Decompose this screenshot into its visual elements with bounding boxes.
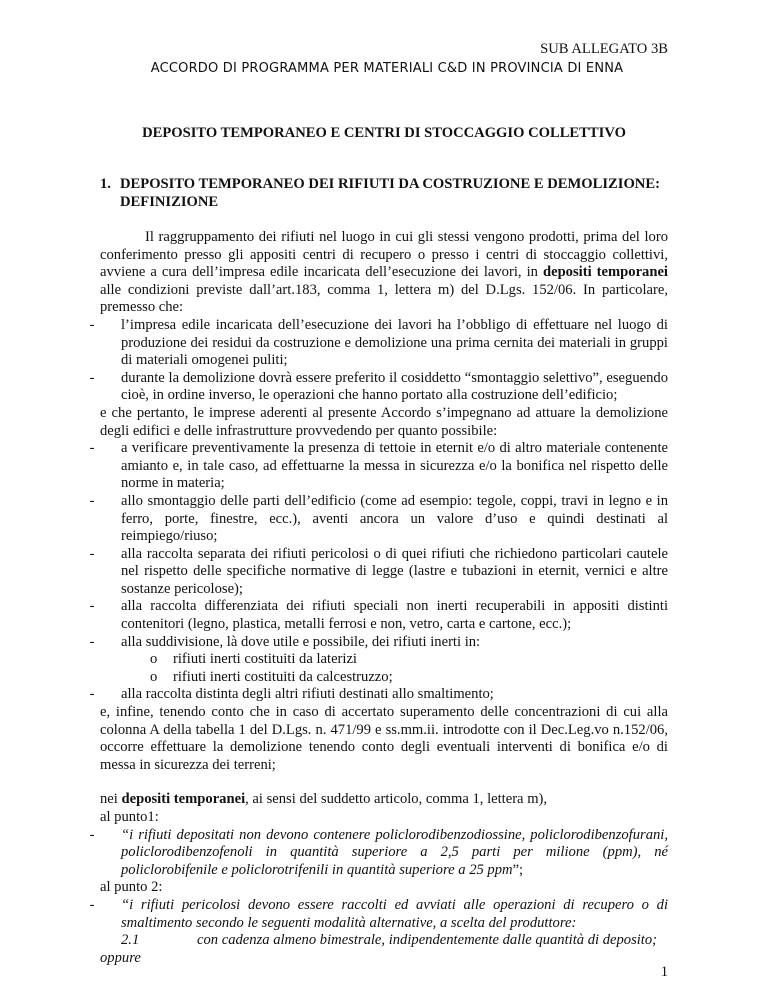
para1-text-end: alle condizioni previste dall’art.183, comma 1, lettera m) del D.Lgs. 152/06. In particolare, premesso che:: [100, 281, 668, 316]
list-item: [89, 633, 668, 652]
list-item-text: durante la demolizione dovrà essere preferito il cosiddetto “smontaggio selettivo”, eseguendo cioè, in ordine inverso, le operazioni che hanno portato alla costruzione dell’edificio;: [121, 369, 668, 404]
list-item: [89, 896, 668, 932]
oppure-label: [100, 950, 668, 968]
punto1-close: ”;: [512, 861, 524, 878]
dash-marker: -: [89, 826, 95, 843]
para1-text: Il raggruppamento dei rifiuti nel luogo in cui gli stessi vengono prodotti, prima del loro conferimento presso gli appositi centri di recupero o presso i centri di stoccaggio collettivi, avviene a cura dell’impresa edile incaricata dell’esecuzione dei lavori, in: [100, 229, 668, 281]
list-item: [89, 598, 668, 633]
sub-list-item-text: rifiuti inerti costituiti da laterizi: [173, 651, 357, 668]
sub-list-item-text: rifiuti inerti costituiti da calcestruzzo;: [173, 668, 393, 685]
bullet-marker: o: [150, 668, 158, 685]
paragraph-intro: [100, 229, 668, 317]
oppure-text: oppure: [100, 949, 141, 966]
dash-marker: -: [89, 633, 95, 650]
bullet-marker: o: [150, 651, 158, 668]
paragraph-bonifica: e, infine, tenendo conto che in caso di accertato superamento delle concentrazioni di cui alla colonna A della tabella 1 del D.Lgs. n. 471/99 e ss.mm.ii. introdotte con il Dec.Leg.vo n.152/06, occorre effettuare la demolizione tenendo conto degli eventuali interventi di bonifica e/o di messa in sicurezza dei terreni;: [100, 704, 668, 773]
list-item-text: a verificare preventivamente la presenza di tettoie in eternit e/o di altro materiale contenente amianto e, in tale caso, ad effettuarne la messa in sicurezza e/o la bonifica nel rispetto delle norme in materia;: [121, 440, 668, 492]
para4-prefix: nei: [100, 791, 122, 808]
dash-marker: -: [89, 316, 95, 333]
list-item: [89, 316, 668, 370]
numbered-item: [100, 932, 668, 950]
page-number: 1: [660, 964, 668, 980]
accordo-header: ACCORDO DI PROGRAMMA PER MATERIALI C&D IN PROVINCIA DI ENNA: [150, 61, 624, 76]
punto1-label: al punto1:: [100, 809, 159, 825]
punto1-quote: “i rifiuti depositati non devono contenere policlorodibenzodiossine, policlorodibenzofurani, policlorodibenzofenoli in quantità superiore a 2,5 parti per milione (ppm), né policlorobifenile e policlorotrifenili in quantità superiore a 25 ppm: [121, 826, 668, 878]
sub-list-item: [100, 651, 668, 669]
dash-marker: -: [89, 686, 95, 703]
spacer: [100, 774, 668, 791]
paragraph-depositi: [100, 791, 668, 809]
para4-suffix: , ai sensi del suddetto articolo, comma 1, lettera m),: [245, 791, 548, 808]
dash-marker: -: [89, 896, 95, 913]
dash-marker: -: [89, 545, 95, 562]
document-body: [89, 229, 668, 967]
list-item: [89, 492, 668, 546]
list-item: [89, 369, 668, 405]
list-item-text: alla raccolta differenziata dei rifiuti speciali non inerti recuperabili in appositi distinti contenitori (legno, plastica, metalli ferrosi e non, vetro, carta e cartone, ecc.);: [121, 598, 668, 633]
para4-bold: depositi temporanei: [121, 791, 246, 808]
list-item-text: alla suddivisione, là dove utile e possibile, dei rifiuti inerti in:: [121, 633, 481, 650]
list-item-text: allo smontaggio delle parti dell’edificio (come ad esempio: tegole, coppi, travi in legno e in ferro, porte, finestre, ecc.), aventi ancora un valore d’uso e quindi destinati al reimpiego/riuso;: [121, 492, 668, 545]
numbered-item-text: con cadenza almeno bimestrale, indipendentemente dalle quantità di deposito;: [197, 932, 658, 949]
document-title: DEPOSITO TEMPORANEO E CENTRI DI STOCCAGGIO COLLETTIVO: [142, 125, 626, 141]
list-item: [89, 826, 668, 880]
section-number: 1.: [100, 176, 111, 192]
punto2-quote: “i rifiuti pericolosi devono essere raccolti ed avviati alle operazioni di recupero o di smaltimento secondo le seguenti modalità alternative, a scelta del produttore:: [121, 896, 668, 931]
dash-marker: -: [89, 598, 95, 615]
numbered-item-number: 2.1: [121, 932, 140, 949]
section-heading: [100, 176, 668, 211]
list-item-text: alla raccolta distinta degli altri rifiuti destinati allo smaltimento;: [121, 686, 494, 703]
list-item: [89, 545, 668, 599]
section-heading-line1: DEPOSITO TEMPORANEO DEI RIFIUTI DA COSTRUZIONE E DEMOLIZIONE:: [120, 176, 660, 192]
list-item-text: l’impresa edile incaricata dell’esecuzione dei lavori ha l’obbligo di effettuare nel luogo di produzione dei residui da costruzione e demolizione una prima cernita dei materiali in gruppi di materiali omogenei puliti;: [121, 316, 668, 369]
punto2-label: al punto 2:: [100, 879, 163, 896]
sub-list-item: [100, 669, 668, 687]
dash-marker: -: [89, 440, 95, 457]
sub-allegato-label: SUB ALLEGATO 3B: [540, 41, 668, 57]
dash-marker: -: [89, 369, 95, 386]
list-item: [89, 686, 668, 704]
list-item: [89, 440, 668, 493]
section-heading-line2: DEFINIZIONE: [120, 193, 219, 210]
list-item-text: alla raccolta separata dei rifiuti pericolosi o di quei rifiuti che richiedono particolari cautele nel rispetto delle specifiche normative di legge (lastre e tubazioni in eternit, vernici e altre sostanze pericolose);: [121, 545, 668, 597]
paragraph-impegni: e che pertanto, le imprese aderenti al presente Accordo s’impegnano ad attuare la demolizione degli edifici e delle infrastrutture provvedendo per quanto possibile:: [100, 404, 668, 439]
para1-bold: depositi temporanei: [542, 264, 668, 281]
dash-marker: -: [89, 492, 95, 509]
